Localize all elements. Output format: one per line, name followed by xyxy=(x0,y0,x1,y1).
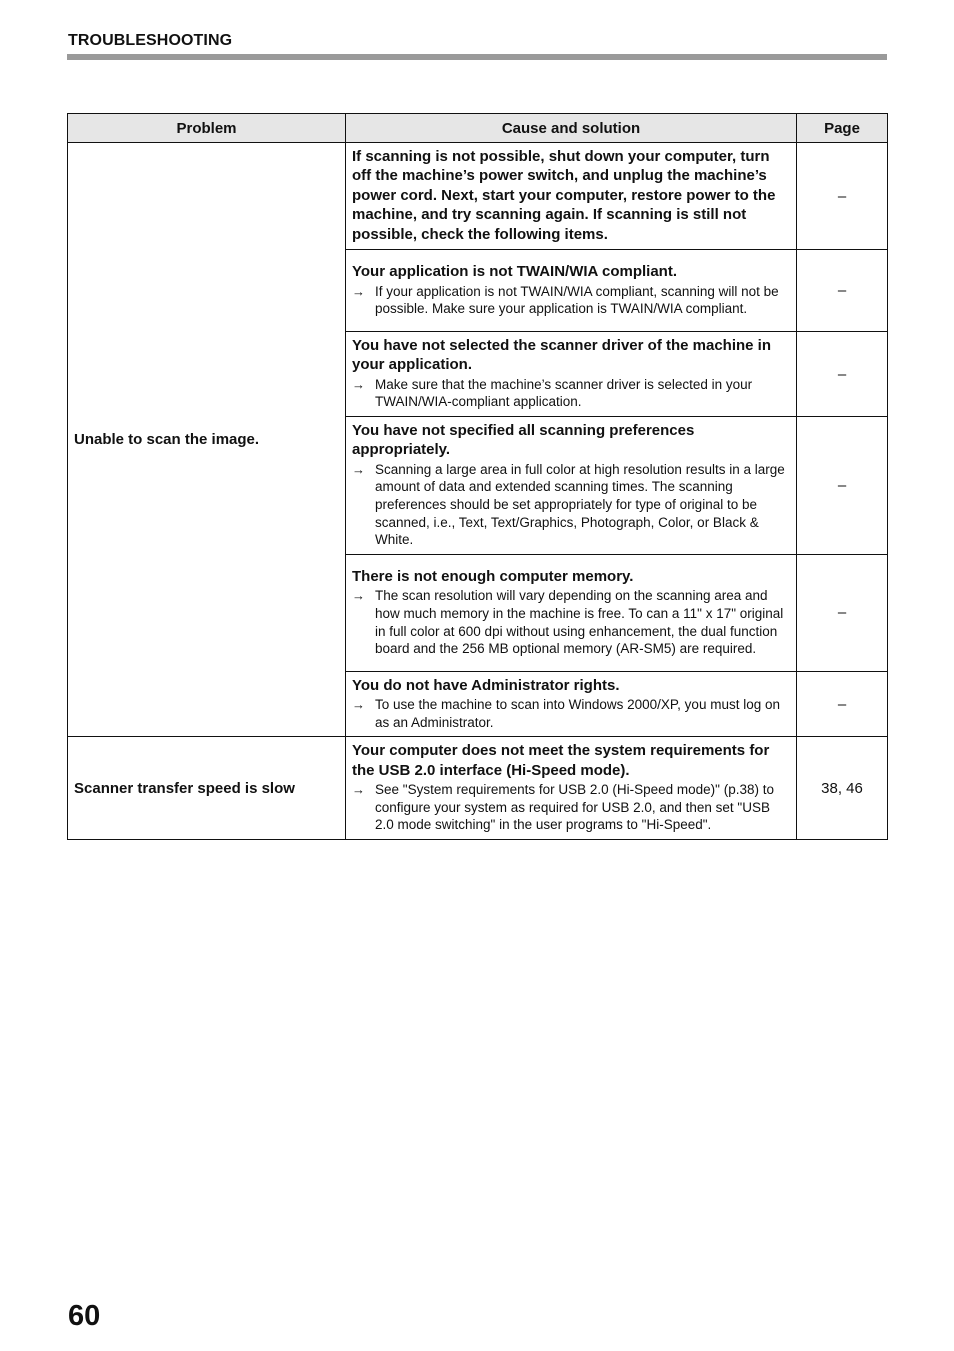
cause-heading: You have not selected the scanner driver of the machine in your application. xyxy=(352,337,772,374)
arrow-icon: → xyxy=(352,461,365,477)
cause-cell xyxy=(346,143,797,250)
table-header-row xyxy=(68,114,888,143)
table-row xyxy=(68,143,888,250)
arrow-icon: → xyxy=(352,697,365,713)
cause-heading: If scanning is not possible, shut down your computer, turn off the machine’s power switch, and unplug the machine’s power cord. Next, start your computer, restore power to the machine, and try scanning again. If scanning is still not possible, check the following items. xyxy=(352,148,776,243)
solution-text: Scanning a large area in full color at high resolution results in a large amount of data and extended scanning times. The scanning preferences should be set appropriately for type of original to be scanned, i.e., Text, Text/Graphics, Photograph, Color, or Black & White. xyxy=(375,461,785,548)
problem-cell: Scanner transfer speed is slow xyxy=(68,737,346,840)
page-cell: – xyxy=(797,250,888,332)
solution-text: Make sure that the machine’s scanner driver is selected in your TWAIN/WIA-compliant application. xyxy=(375,376,753,410)
section-title: TROUBLESHOOTING xyxy=(68,32,233,49)
page-cell: – xyxy=(797,554,888,671)
table-row xyxy=(68,737,888,840)
page-cell: – xyxy=(797,143,888,250)
solution-text: To use the machine to scan into Windows 2000/XP, you must log on as an Administrator. xyxy=(375,697,780,730)
column-header-page: Page xyxy=(797,114,888,143)
cause-heading: Your application is not TWAIN/WIA compliant. xyxy=(352,263,677,281)
column-header-cause: Cause and solution xyxy=(346,114,797,143)
cause-heading: There is not enough computer memory. xyxy=(352,567,634,585)
column-header-problem: Problem xyxy=(68,114,346,143)
page-cell: – xyxy=(797,332,888,417)
arrow-icon: → xyxy=(352,782,365,798)
page-number: 60 xyxy=(68,1300,101,1332)
cause-cell xyxy=(346,737,797,840)
cause-cell xyxy=(346,332,797,417)
solution-note xyxy=(352,781,787,834)
cause-cell xyxy=(346,417,797,555)
arrow-icon: → xyxy=(352,283,365,299)
solution-note xyxy=(352,587,787,657)
title-rule xyxy=(67,54,887,60)
solution-text: The scan resolution will vary depending on the scanning area and how much memory in the machine is free. To can a 11" x 17" original in full color at 600 dpi without using enhancement, the dual function board and the 256 MB optional memory (AR-SM5) are required. xyxy=(375,588,784,657)
arrow-icon: → xyxy=(352,376,365,392)
solution-text: If your application is not TWAIN/WIA compliant, scanning will not be possible. Make sure your application is TWAIN/WIA compliant. xyxy=(375,283,779,317)
solution-note xyxy=(352,376,787,411)
page-cell: – xyxy=(797,417,888,555)
troubleshooting-table xyxy=(67,113,888,840)
solution-text: See "System requirements for USB 2.0 (Hi-Speed mode)" (p.38) to configure your system as required for USB 2.0, and then set "USB 2.0 mode switching" in the user programs to "Hi-Speed". xyxy=(375,782,775,833)
solution-note xyxy=(352,696,787,731)
solution-note xyxy=(352,283,787,318)
page-cell: 38, 46 xyxy=(797,737,888,840)
cause-heading: Your computer does not meet the system requirements for the USB 2.0 interface (Hi-Speed mode). xyxy=(352,742,770,779)
cause-heading: You do not have Administrator rights. xyxy=(352,676,620,694)
page-cell: – xyxy=(797,671,888,737)
cause-cell xyxy=(346,671,797,737)
cause-cell xyxy=(346,250,797,332)
cause-heading: You have not specified all scanning preferences appropriately. xyxy=(352,422,695,459)
problem-cell: Unable to scan the image. xyxy=(68,143,346,737)
arrow-icon: → xyxy=(352,588,365,604)
cause-cell xyxy=(346,554,797,671)
solution-note xyxy=(352,461,787,549)
